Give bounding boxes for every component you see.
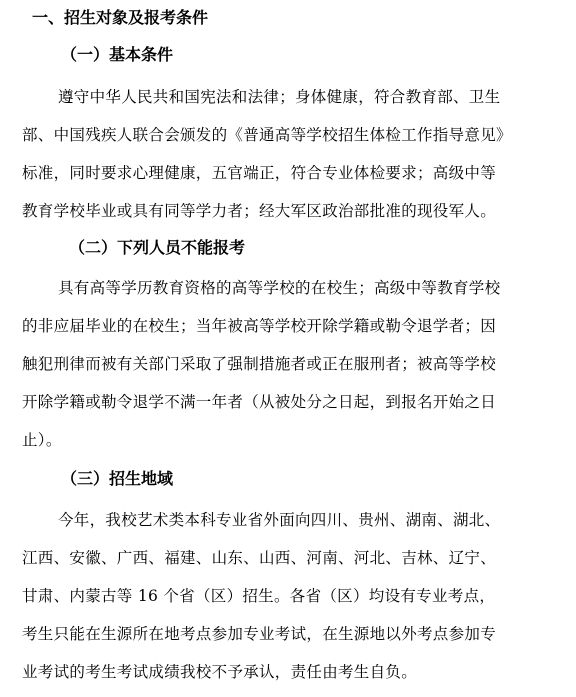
subsection-title-basic-conditions: （一）基本条件 bbox=[61, 45, 174, 64]
paragraph-line: 标准，同时要求心理健康，五官端正，符合专业体检要求；高级中等 bbox=[22, 164, 497, 182]
subsection-title-enrollment-regions: （三）招生地域 bbox=[61, 469, 174, 488]
paragraph-line: 止）。 bbox=[22, 431, 62, 449]
paragraph-line: 的非应届毕业的在校生；当年被高等学校开除学籍或勒令退学者；因 bbox=[22, 317, 497, 335]
paragraph-line: 具有高等学历教育资格的高等学校的在校生；高级中等教育学校 bbox=[58, 279, 501, 297]
subsection-title-ineligible-applicants: （二）下列人员不能报考 bbox=[69, 238, 246, 257]
paragraph-line: 部、中国残疾人联合会颁发的《普通高等学校招生体检工作指导意见》 bbox=[22, 126, 512, 144]
paragraph-line: 遵守中华人民共和国宪法和法律；身体健康，符合教育部、卫生 bbox=[58, 88, 501, 106]
paragraph-line: 教育学校毕业或具有同等学力者；经大军区政治部批准的现役军人。 bbox=[22, 202, 497, 220]
paragraph-line: 开除学籍或勒令退学不满一年者（从被处分之日起，到报名开始之日 bbox=[22, 393, 497, 411]
paragraph-line: 江西、安徽、广西、福建、山东、山西、河南、河北、吉林、辽宁、 bbox=[22, 549, 497, 567]
paragraph-line: 业考试的考生考试成绩我校不予承认，责任由考生自负。 bbox=[22, 663, 418, 681]
paragraph-line: 甘肃、内蒙古等 16 个省（区）招生。各省（区）均设有专业考点， bbox=[22, 587, 496, 605]
paragraph-line: 触犯刑律而被有关部门采取了强制措施者或正在服刑者；被高等学校 bbox=[22, 355, 497, 373]
section-title: 一、招生对象及报考条件 bbox=[32, 8, 209, 27]
paragraph-line: 今年，我校艺术类本科专业省外面向四川、贵州、湖南、湖北、 bbox=[58, 511, 501, 529]
paragraph-line: 考生只能在生源所在地考点参加专业考试，在生源地以外考点参加专 bbox=[22, 625, 497, 643]
